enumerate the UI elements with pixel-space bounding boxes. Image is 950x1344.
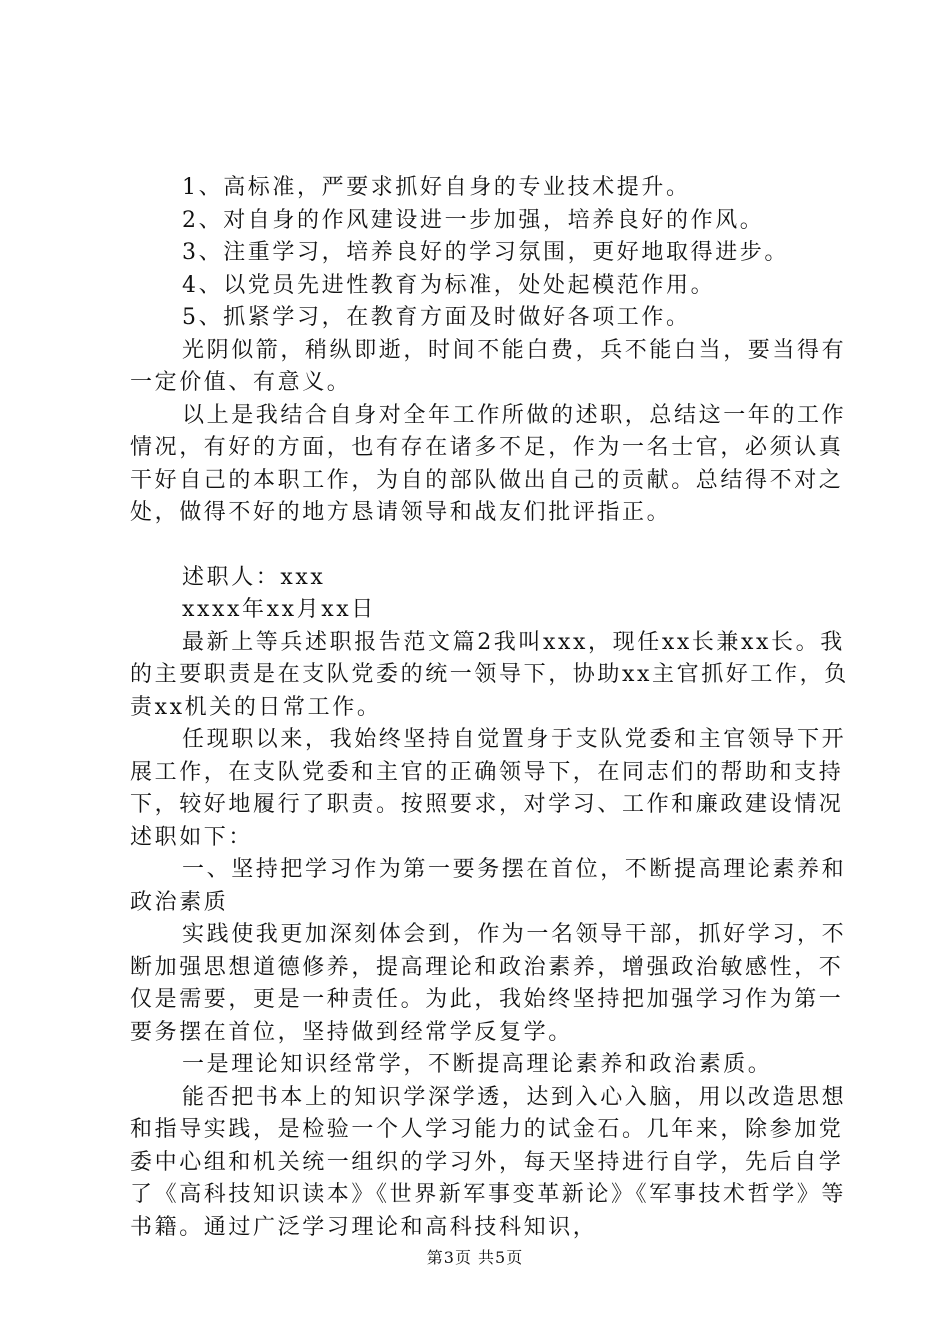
paragraph-practice: 实践使我更加深刻体会到，作为一名领导干部，抓好学习，不断加强思想道德修养，提高理论和政治素养，增强政治敏感性，不仅是需要，更是一种责任。为此，我始终坚持把加强学习作为第一要务摆在首位，坚持做到经常学反复学。 xyxy=(130,922,847,1045)
list-item-3: 3、注重学习，培养良好的学习氛围，更好地取得进步。 xyxy=(182,240,789,265)
paragraph-time: 光阴似箭，稍纵即逝，时间不能白费，兵不能白当，要当得有一定价值、有意义。 xyxy=(130,337,847,395)
list-item-1: 1、高标准，严要求抓好自身的专业技术提升。 xyxy=(182,175,691,200)
paragraph-since-appointment: 任现职以来，我始终坚持自觉置身于支队党委和主官领导下开展工作，在支队党委和主官的正确领导下，在同志们的帮助和支持下，较好地履行了职责。按照要求，对学习、工作和廉政建设情况述职如下： xyxy=(130,727,847,850)
page-number-footer: 第3页 共5页 xyxy=(426,1248,524,1267)
list-item-4: 4、以党员先进性教育为标准，处处起模范作用。 xyxy=(182,272,716,298)
paragraph-books: 能否把书本上的知识学深学透，达到入心入脑，用以改造思想和指导实践，是检验一个人学习能力的试金石。几年来，除参加党委中心组和机关统一组织的学习外，每天坚持进行自学，先后自学了《高科技知识读本》《世界新军事变革新论》《军事技术哲学》等书籍。通过广泛学习理论和高科技科知识， xyxy=(130,1084,847,1240)
blank-line xyxy=(130,530,860,562)
section-heading-1: 一、坚持把学习作为第一要务摆在首位，不断提高理论素养和政治素质 xyxy=(130,857,847,915)
signature-date: xxxx年xx月xx日 xyxy=(182,597,376,622)
subheading-theory: 一是理论知识经常学，不断提高理论素养和政治素质。 xyxy=(182,1052,773,1077)
list-item-5: 5、抓紧学习，在教育方面及时做好各项工作。 xyxy=(182,305,691,330)
document-body xyxy=(130,172,860,1244)
signature-name: 述职人：xxx xyxy=(182,564,326,590)
list-item-2: 2、对自身的作风建设进一步加强，培养良好的作风。 xyxy=(182,207,765,233)
paragraph-intro-report-2: 最新上等兵述职报告范文篇2我叫xxx，现任xx长兼xx长。我的主要职责是在支队党委的统一领导下，协助xx主官抓好工作，负责xx机关的日常工作。 xyxy=(130,629,849,720)
paragraph-summary: 以上是我结合自身对全年工作所做的述职，总结这一年的工作情况，有好的方面，也有存在诸多不足，作为一名士官，必须认真干好自己的本职工作，为自的部队做出自己的贡献。总结得不对之处，做得不好的地方恳请领导和战友们批评指正。 xyxy=(130,402,847,525)
